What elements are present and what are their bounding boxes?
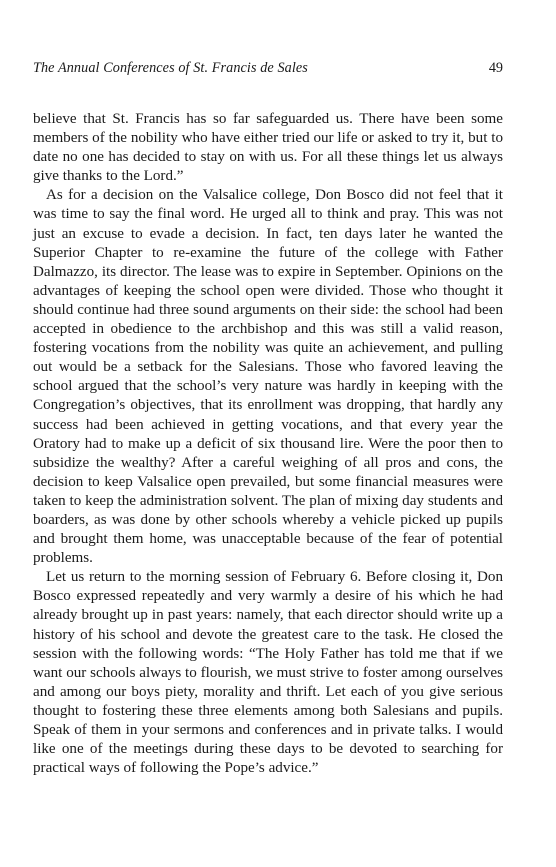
paragraph-morning-session: Let us return to the morning session of February 6. Before closing it, Don Bosco expressed repeatedly and very warmly a desire of his which he had already brought up in past years: namely, that each director should write up a history of his school and devote the greatest care to the task. He closed the session with the following words: “The Holy Father has told me that if we want our schools always to flourish, we must strive to foster among ourselves and among our boys piety, morality and thrift. Let each of you give serious thought to fostering these three elements among both Salesians and pupils. Speak of them in your sermons and conferences and in private talks. I would like one of the meetings during these days to be devoted to searching for practical ways of following the Pope’s advice.” (33, 569, 503, 777)
paragraph-valsalice-decision: As for a decision on the Valsalice college, Don Bosco did not feel that it was time to say the final word. He urged all to think and pray. This was not just an excuse to evade a decision. In fact, ten days later he wanted the Superior Chapter to re-examine the future of the college with Father Dalmazzo, its director. The lease was to expire in September. Opinions on the advantages of keeping the school open were divided. Those who thought it should continue had three sound arguments on their side: the school had been accepted in obedience to the archbishop and this was still a valid reason, fostering vocations from the nobility was quite an achievement, and pulling out would be a setback for the Salesians. Those who favored leaving the school argued that the school’s very nature was hardly in keeping with the Congregation’s objectives, that its enrollment was dropping, that hardly any success had been achieved in getting vocations, and that every year the Oratory had to make up a deficit of six thousand lire. Were the poor then to subsidize the wealthy? After a careful weighing of all pros and cons, the decision to keep Valsalice open prevailed, but some financial measures were taken to keep the administration solvent. The plan of mixing day students and boarders, as was done by other schools whereby a vehicle picked up pupils and brought them home, was unacceptable because of the fear of potential problems. (33, 187, 503, 567)
paragraph-continued: believe that St. Francis has so far safeguarded us. There have been some members of the nobility who have either tried our life or asked to try it, but to date no one has decided to stay on with us. For all these things let us always give thanks to the Lord.” (33, 111, 503, 185)
book-page (33, 58, 503, 778)
running-title: The Annual Conferences of St. Francis de Sales (33, 60, 308, 76)
page-number: 49 (488, 60, 503, 76)
running-head (33, 58, 503, 78)
body-text (33, 110, 503, 778)
